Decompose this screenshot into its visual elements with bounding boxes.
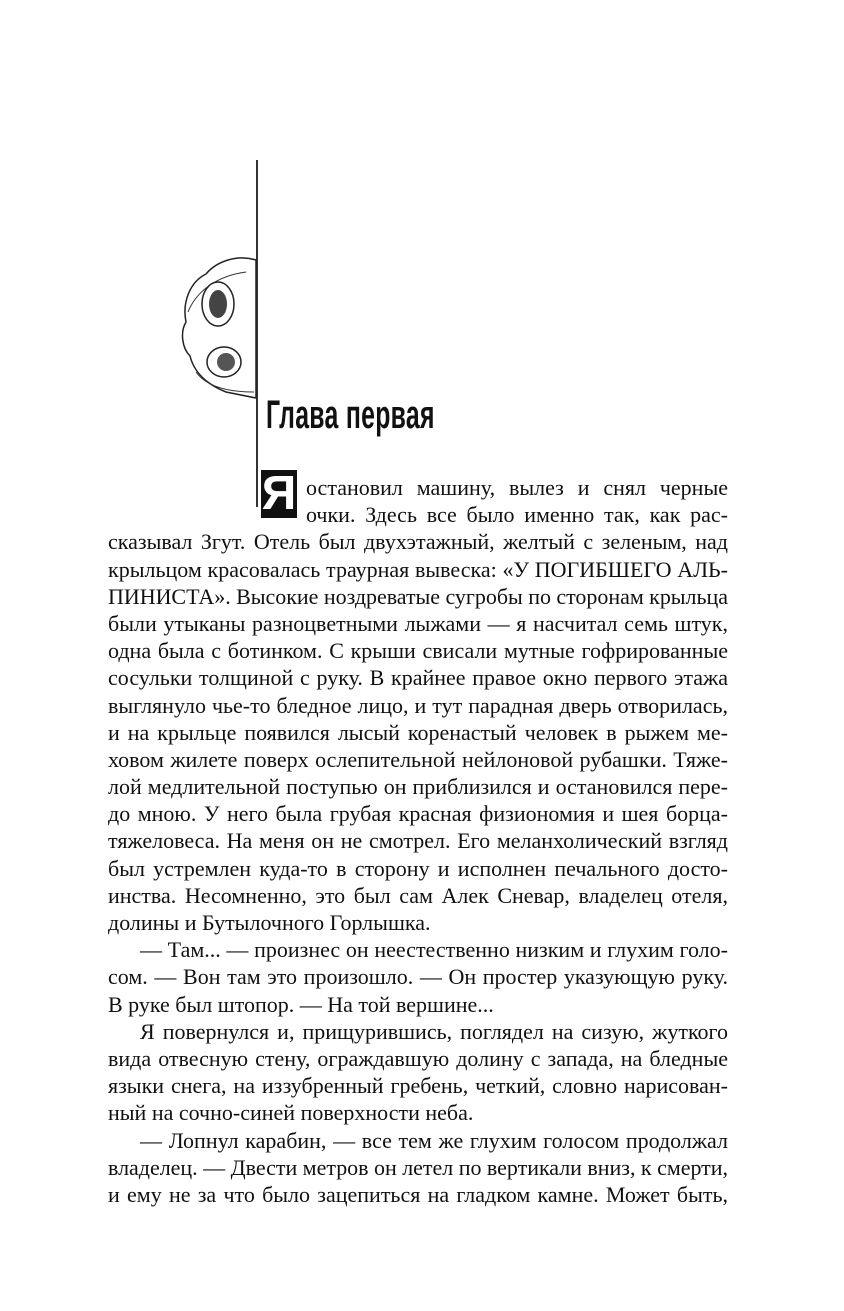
text-line: сосульки толщиной с руку. В крайнее правое окно первого этажа xyxy=(108,665,728,691)
text-line: были утыканы разноцветными лыжами — я насчитал семь штук, xyxy=(108,610,728,636)
text-line: В руке был штопор. — На той вершине... xyxy=(108,991,494,1017)
text-line: — Там... — произнес он неестественно низким и глухим голо- xyxy=(140,937,728,963)
text-line: и на крыльце появился лысый коренастый человек в рыжем ме- xyxy=(108,719,728,745)
text-line: Я повернулся и, прищурившись, поглядел на сизую, жуткого xyxy=(140,1018,728,1044)
text-line: выглянуло чье-то бледное лицо, и тут парадная дверь отворилась, xyxy=(108,692,728,718)
text-line: и ему не за что было зацепиться на гладком камне. Может быть, xyxy=(108,1181,728,1207)
text-line: долины и Бутылочного Горлышка. xyxy=(108,910,431,935)
text-line: ПИНИСТА». Высокие ноздреватые сугробы по сторонам крыльца xyxy=(108,583,728,609)
text-line: сом. — Вон там это произошло. — Он простер указующую руку. xyxy=(108,964,728,990)
text-line: крыльцом красовалась траурная вывеска: «У ПОГИБШЕГО АЛЬ- xyxy=(108,556,728,582)
text-line: тяжеловеса. На меня он не смотрел. Его меланхолический взгляд xyxy=(108,828,728,854)
body-text xyxy=(108,474,728,1208)
text-line: остановил машину, вылез и снял черные xyxy=(306,475,728,500)
text-line: ный на сочно-синей поверхности неба. xyxy=(108,1100,474,1126)
text-line: сказывал Згут. Отель был двухэтажный, желтый с зеленым, над xyxy=(108,529,728,555)
drop-cap: Я xyxy=(261,470,297,518)
text-line: инства. Несомненно, это был сам Алек Сневар, владелец отеля, xyxy=(108,882,728,908)
text-line: ховом жилете поверх ослепительной нейлоновой рубашки. Тяже- xyxy=(108,746,728,772)
text-line: очки. Здесь все было именно так, как рас- xyxy=(306,502,728,528)
text-line: лой медлительной поступью он приблизился и остановился пере- xyxy=(108,774,728,800)
text-line: был устремлен куда-то в сторону и исполнен печального досто- xyxy=(108,855,728,881)
text-line: вида отвесную стену, ограждавшую долину с запада, на бледные xyxy=(108,1045,728,1071)
shell-illustration xyxy=(176,252,258,400)
text-line: одна была с ботинком. С крыши свисали мутные гофрированные xyxy=(108,638,728,664)
text-line: до мною. У него была грубая красная физиономия и шея борца- xyxy=(108,801,728,827)
chapter-title: Глава первая xyxy=(266,393,435,437)
text-line: языки снега, на иззубренный гребень, четкий, словно нарисован- xyxy=(108,1073,728,1099)
text-line: владелец. — Двести метров он летел по вертикали вниз, к смерти, xyxy=(108,1154,728,1180)
text-line: — Лопнул карабин, — все тем же глухим голосом продолжал xyxy=(140,1127,728,1153)
